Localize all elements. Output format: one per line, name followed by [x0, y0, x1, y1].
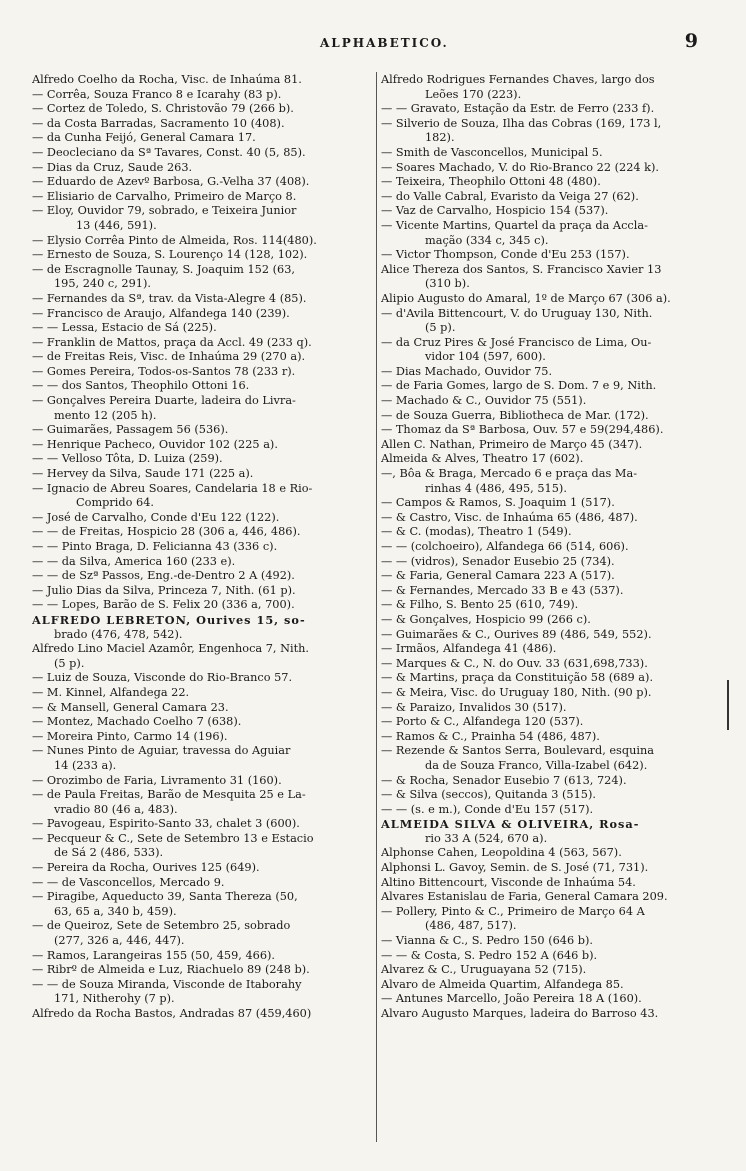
directory-line: — Elisiario de Carvalho, Primeiro de Março 8. [32, 189, 297, 203]
directory-line: — — (colchoeiro), Alfandega 66 (514, 606). [381, 540, 629, 553]
directory-line: Alipio Augusto do Amaral, 1º de Março 67 (306 a). [381, 291, 671, 305]
directory-line: — Campos & Ramos, S. Joaquim 1 (517). [381, 496, 615, 510]
directory-line: — & Rocha, Senador Eusebio 7 (613, 724). [381, 773, 627, 787]
directory-line: — do Valle Cabral, Evaristo da Veiga 27 (62). [381, 189, 639, 203]
directory-line: — Guimarães & C., Ourives 89 (486, 549, 552). [381, 627, 652, 641]
directory-line: — — (vidros), Senador Eusebio 25 (734). [381, 554, 615, 568]
directory-line: — Soares Machado, V. do Rio-Branco 22 (224 k). [381, 160, 660, 174]
running-title: ALPHABETICO. [320, 36, 449, 50]
page-number: 9 [684, 30, 698, 52]
directory-line: — Machado & C., Ouvidor 75 (551). [381, 394, 587, 408]
directory-line: rio 33 A (524, 670 a). [425, 831, 548, 845]
directory-line: — Elysio Corrêa Pinto de Almeida, Ros. 114(480). [32, 233, 317, 247]
directory-line: — de Queiroz, Sete de Setembro 25, sobrado [32, 919, 291, 933]
directory-line: Altino Bittencourt, Visconde de Inhaúma 54. [381, 875, 636, 889]
directory-line: — José de Carvalho, Conde d'Eu 122 (122). [32, 510, 280, 524]
directory-line: — Gomes Pereira, Todos-os-Santos 78 (233 r). [32, 364, 296, 378]
directory-line: — Franklin de Mattos, praça da Accl. 49 (233 q). [32, 335, 312, 349]
directory-line: Comprido 64. [76, 496, 154, 510]
directory-line: (310 b). [425, 277, 470, 291]
page-header [0, 30, 746, 54]
directory-line: — Francisco de Araujo, Alfandega 140 (239). [32, 306, 290, 320]
directory-line: 13 (446, 591). [76, 218, 157, 232]
directory-line: — Pereira da Rocha, Ourives 125 (649). [32, 861, 260, 875]
directory-line: — — Lopes, Barão de S. Felix 20 (336 a, 700). [32, 598, 295, 612]
directory-line: — Ribrº de Almeida e Luz, Riachuelo 89 (248 b). [32, 963, 310, 977]
directory-line: Alphonsi L. Gavoy, Semin. de S. José (71, 731). [381, 861, 649, 875]
directory-line: — — Velloso Tôta, D. Luiza (259). [32, 452, 223, 466]
directory-line: ALMEIDA SILVA & OLIVEIRA, Rosa- [381, 817, 640, 832]
directory-line: — Eloy, Ouvidor 79, sobrado, e Teixeira Junior [32, 204, 297, 218]
directory-line: — Orozimbo de Faria, Livramento 31 (160). [32, 773, 282, 787]
directory-line: — & Fernandes, Mercado 33 B e 43 (537). [381, 583, 624, 597]
directory-line: Alice Thereza dos Santos, S. Francisco Xavier 13 [381, 262, 662, 276]
directory-line: — Cortez de Toledo, S. Christovão 79 (266 b). [32, 102, 294, 116]
directory-line: mento 12 (205 h). [54, 408, 157, 422]
directory-line: rinhas 4 (486, 495, 515). [425, 481, 567, 495]
directory-line: — Irmãos, Alfandega 41 (486). [381, 642, 557, 656]
directory-line: — Teixeira, Theophilo Ottoni 48 (480). [381, 175, 601, 189]
directory-line: — — da Silva, America 160 (233 e). [32, 554, 236, 568]
directory-line: — Vicente Martins, Quartel da praça da Accla- [381, 218, 648, 232]
directory-line: — & Gonçalves, Hospicio 99 (266 c). [381, 612, 591, 626]
directory-line: — — dos Santos, Theophilo Ottoni 16. [32, 379, 250, 393]
directory-line: Alphonse Cahen, Leopoldina 4 (563, 567). [381, 846, 622, 860]
directory-line: — Smith de Vasconcellos, Municipal 5. [381, 145, 603, 159]
directory-line: — — Pinto Braga, D. Felicianna 43 (336 c). [32, 540, 278, 553]
directory-line: ALFREDO LEBRETON, Ourives 15, so- [32, 612, 306, 627]
directory-line: — Fernandes da Sª, trav. da Vista-Alegre 4 (85). [32, 291, 307, 305]
directory-line: Alfredo Coelho da Rocha, Visc. de Inhaúma 81. [32, 73, 302, 86]
directory-line: (486, 487, 517). [425, 919, 517, 933]
directory-line: Leões 170 (223). [425, 87, 522, 101]
directory-line: — Montez, Machado Coelho 7 (638). [32, 715, 242, 729]
directory-line: — da Cruz Pires & José Francisco de Lima, Ou- [381, 335, 652, 349]
directory-line: 195, 240 c, 291). [54, 277, 151, 291]
directory-line: — & Paraizo, Invalidos 30 (517). [381, 700, 567, 714]
directory-line: brado (476, 478, 542). [54, 627, 183, 641]
directory-line: — & C. (modas), Theatro 1 (549). [381, 525, 572, 539]
directory-line: Alvaro Augusto Marques, ladeira do Barroso 43. [381, 1007, 659, 1020]
directory-line: — Porto & C., Alfandega 120 (537). [381, 715, 584, 729]
right-column [381, 73, 719, 1022]
left-column [32, 73, 376, 1022]
directory-line: — Ramos, Larangeiras 155 (50, 459, 466). [32, 948, 276, 962]
directory-line: — Vaz de Carvalho, Hospicio 154 (537). [381, 204, 609, 218]
directory-line: (5 p). [54, 656, 85, 670]
directory-line: — da Costa Barradas, Sacramento 10 (408). [32, 116, 285, 130]
directory-line: Alfredo da Rocha Bastos, Andradas 87 (459,460) [32, 1007, 312, 1020]
directory-line: (5 p). [425, 321, 456, 335]
directory-line: mação (334 c, 345 c). [425, 233, 549, 247]
directory-line: — Ignacio de Abreu Soares, Candelaria 18 e Rio- [32, 481, 313, 495]
directory-line: 14 (233 a). [54, 758, 117, 772]
directory-line: — — Gravato, Estação da Estr. de Ferro (233 f). [381, 102, 655, 116]
directory-line: — Gonçalves Pereira Duarte, ladeira do Livra- [32, 394, 296, 408]
directory-line: Alfredo Lino Maciel Azamôr, Engenhoca 7, Nith. [32, 642, 309, 656]
directory-line: — — Lessa, Estacio de Sá (225). [32, 321, 217, 335]
directory-line: —, Bôa & Braga, Mercado 6 e praça das Ma- [381, 467, 638, 481]
column-divider [376, 72, 377, 1142]
directory-line: — de Paula Freitas, Barão de Mesquita 25 e La- [32, 788, 306, 802]
directory-line: Almeida & Alves, Theatro 17 (602). [381, 452, 584, 466]
directory-line: — Deocleciano da Sª Tavares, Const. 40 (5, 85). [32, 145, 306, 159]
directory-line: — Silverio de Souza, Ilha das Cobras (169, 173 l, [381, 116, 662, 130]
directory-line: — M. Kinnel, Alfandega 22. [32, 685, 190, 699]
directory-line: — Eduardo de Azevº Barbosa, G.-Velha 37 (408). [32, 175, 310, 189]
directory-line: — & Martins, praça da Constituição 58 (689 a). [381, 671, 654, 685]
directory-line: — Dias da Cruz, Saude 263. [32, 160, 193, 174]
directory-line: — — de Vasconcellos, Mercado 9. [32, 875, 225, 889]
directory-line: Alfredo Rodrigues Fernandes Chaves, largo dos [381, 73, 655, 86]
directory-line: — & Silva (seccos), Quitanda 3 (515). [381, 788, 596, 802]
directory-line: — Julio Dias da Silva, Princeza 7, Nith. (61 p). [32, 583, 296, 597]
directory-line: — Luiz de Souza, Visconde do Rio-Branco 57. [32, 671, 293, 685]
directory-line: 63, 65 a, 340 b, 459). [54, 904, 177, 918]
directory-line: Alvaro de Almeida Quartim, Alfandega 85. [381, 977, 624, 991]
directory-line: — & Filho, S. Bento 25 (610, 749). [381, 598, 579, 612]
directory-line: — de Faria Gomes, largo de S. Dom. 7 e 9, Nith. [381, 379, 657, 393]
directory-line: 171, Nitherohy (7 p). [54, 992, 175, 1006]
directory-line: — Hervey da Silva, Saude 171 (225 a). [32, 467, 254, 481]
directory-line: — Ramos & C., Prainha 54 (486, 487). [381, 729, 600, 743]
directory-line: — & Meira, Visc. do Uruguay 180, Nith. (90 p). [381, 685, 652, 699]
directory-line: da de Souza Franco, Villa-Izabel (642). [425, 758, 648, 772]
directory-line: — Victor Thompson, Conde d'Eu 253 (157). [381, 248, 630, 262]
directory-line: — Pavogeau, Espirito-Santo 33, chalet 3 (600). [32, 817, 300, 831]
directory-line: vradio 80 (46 a, 483). [54, 802, 178, 816]
directory-line: — — (s. e m.), Conde d'Eu 157 (517). [381, 802, 594, 816]
directory-line: — Piragibe, Aqueducto 39, Santa Thereza (50, [32, 890, 298, 904]
directory-line: Alvarez & C., Uruguayana 52 (715). [381, 963, 587, 977]
directory-line: — Marques & C., N. do Ouv. 33 (631,698,733). [381, 656, 648, 670]
directory-line: — Thomaz da Sª Barbosa, Ouv. 57 e 59(294,486). [381, 423, 664, 437]
directory-line: — — de Szª Passos, Eng.-de-Dentro 2 A (492). [32, 569, 295, 583]
directory-line: — Ernesto de Souza, S. Lourenço 14 (128, 102). [32, 248, 308, 262]
directory-line: (277, 326 a, 446, 447). [54, 934, 185, 948]
directory-line: — — & Costa, S. Pedro 152 A (646 b). [381, 948, 598, 962]
directory-line: — & Faria, General Camara 223 A (517). [381, 569, 615, 583]
directory-line: — Nunes Pinto de Aguiar, travessa do Aguiar [32, 744, 291, 758]
directory-line: — Antunes Marcello, João Pereira 18 A (160). [381, 992, 642, 1006]
directory-line: de Sá 2 (486, 533). [54, 846, 164, 860]
directory-line: 182). [425, 131, 455, 145]
directory-line: — Rezende & Santos Serra, Boulevard, esquina [381, 744, 654, 758]
directory-line: — Pecqueur & C., Sete de Setembro 13 e Estacio [32, 831, 314, 845]
directory-line: — Guimarães, Passagem 56 (536). [32, 423, 229, 437]
directory-line: — & Mansell, General Camara 23. [32, 700, 229, 714]
directory-line: — Dias Machado, Ouvidor 75. [381, 364, 553, 378]
directory-line: — Corrêa, Souza Franco 8 e Icarahy (83 p). [32, 87, 282, 101]
directory-line: — — de Souza Miranda, Visconde de Itaborahy [32, 977, 302, 991]
directory-line: — de Souza Guerra, Bibliotheca de Mar. (172). [381, 408, 649, 422]
directory-line: vidor 104 (597, 600). [425, 350, 546, 364]
directory-line: — Henrique Pacheco, Ouvidor 102 (225 a). [32, 437, 278, 451]
margin-mark [727, 680, 729, 730]
directory-line: Alvares Estanislau de Faria, General Camara 209. [381, 890, 668, 904]
directory-line: — Pollery, Pinto & C., Primeiro de Março 64 A [381, 904, 645, 918]
directory-line: — Moreira Pinto, Carmo 14 (196). [32, 729, 228, 743]
directory-line: — de Freitas Reis, Visc. de Inhaúma 29 (270 a). [32, 350, 306, 364]
directory-line: — d'Avila Bittencourt, V. do Uruguay 130, Nith. [381, 306, 653, 320]
directory-line: — Vianna & C., S. Pedro 150 (646 b). [381, 934, 593, 948]
directory-line: — — de Freitas, Hospicio 28 (306 a, 446, 486). [32, 525, 301, 539]
directory-line: — de Escragnolle Taunay, S. Joaquim 152 (63, [32, 262, 295, 276]
directory-line: — & Castro, Visc. de Inhaúma 65 (486, 487). [381, 510, 638, 524]
directory-line: — da Cunha Feijó, General Camara 17. [32, 131, 256, 145]
directory-line: Allen C. Nathan, Primeiro de Março 45 (347). [381, 437, 643, 451]
